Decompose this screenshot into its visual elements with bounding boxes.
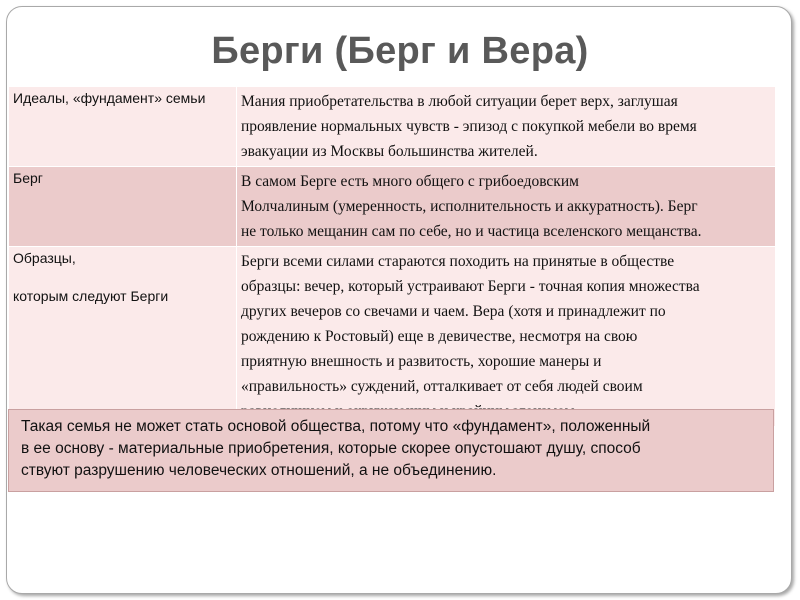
conclusion-line: ствуют разрушению человеческих отношений, а не объединению.	[21, 462, 497, 479]
row-label-cell	[9, 247, 237, 427]
label-spacer	[13, 268, 232, 287]
row-text-line: проявление нормальных чувств - эпизод с покупкой мебели во время	[241, 118, 697, 135]
row-text-line: эвакуации из Москвы большинства жителей.	[241, 143, 538, 160]
row-text-cell	[237, 87, 776, 167]
row-text-line: рождению к Ростовый) еще в девичестве, несмотря на свою	[241, 328, 638, 345]
row-label-cell	[9, 167, 237, 247]
conclusion-box	[8, 409, 774, 492]
row-label-cell	[9, 87, 237, 167]
row-label: Идеалы, «фундамент» семьи	[13, 90, 206, 106]
table-row	[9, 87, 776, 167]
conclusion-line: Такая семья не может стать основой общества, потому что «фундамент», положенный	[21, 418, 651, 435]
slide-title: Берги (Берг и Вера)	[211, 30, 589, 72]
row-text-line: не только мещанин сам по себе, но и частица вселенского мещанства.	[241, 223, 702, 240]
row-text-line: Мания приобретательства в любой ситуации берет верх, заглушая	[241, 93, 678, 110]
row-text-cell	[237, 167, 776, 247]
table-row	[9, 247, 776, 427]
conclusion-line: в ее основу - материальные приобретения, которые скорее опустошают душу, способ	[21, 440, 641, 457]
row-text-line: В самом Берге есть много общего с грибоедовским	[241, 173, 579, 190]
row-text-cell	[237, 247, 776, 427]
row-text-line: Молчалиным (умеренность, исполнительность и аккуратность). Берг	[241, 198, 698, 215]
row-text-line: «правильность» суждений, отталкивает от себя людей своим	[241, 378, 643, 395]
table-row	[9, 167, 776, 247]
row-text-line: приятную внешность и развитость, хорошие манеры и	[241, 353, 602, 370]
row-text-line: Берги всеми силами стараются походить на принятые в обществе	[241, 253, 675, 270]
row-text-line: других вечеров со свечами и чаем. Вера (хотя и принадлежит по	[241, 303, 666, 320]
content-table	[8, 86, 776, 427]
row-label: Берг	[13, 170, 43, 186]
row-label: которым следуют Берги	[13, 288, 169, 304]
row-label: Образцы,	[13, 250, 76, 266]
row-text-line: образцы: вечер, который устраивают Берги - точная копия множества	[241, 278, 700, 295]
